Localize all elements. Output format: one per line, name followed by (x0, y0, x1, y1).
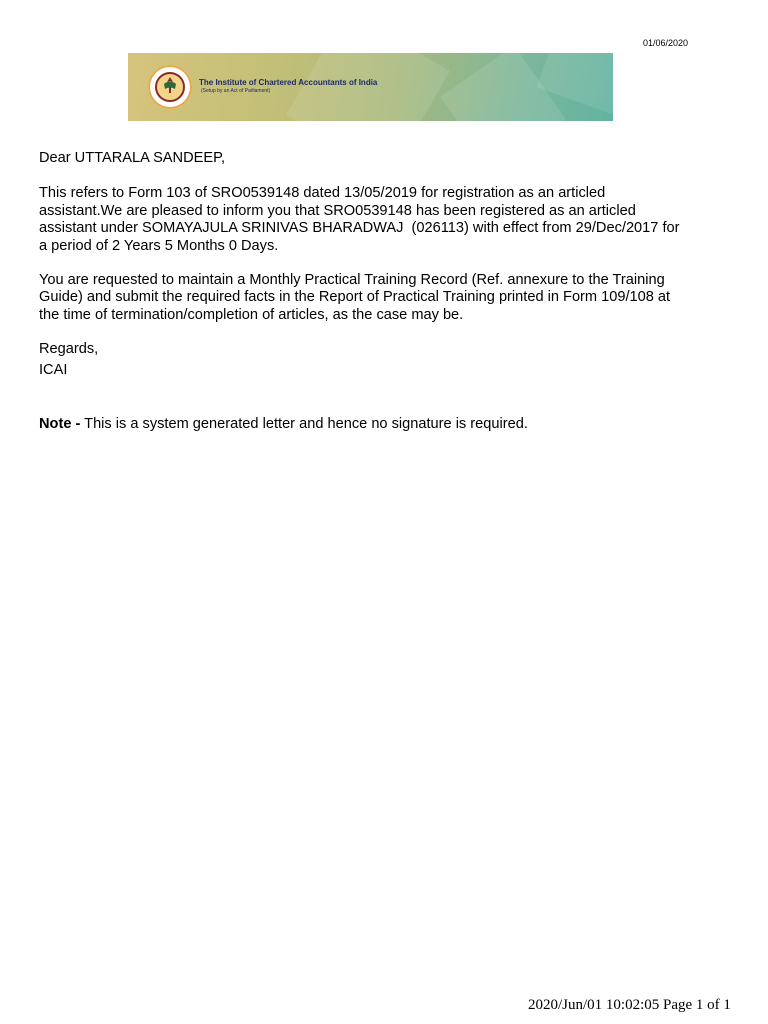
letter-date: 01/06/2020 (643, 38, 689, 48)
paragraph-line: You are requested to maintain a Monthly Practical Training Record (Ref. annexure to the Training (39, 272, 665, 289)
paragraph-training-record (39, 272, 739, 324)
system-note (39, 416, 739, 433)
paragraph-line: assistant.We are pleased to inform you that SRO0539148 has been registered as an articled (39, 202, 636, 219)
banner-subtitle: (Setup by an Act of Parliament) (201, 88, 271, 94)
banner-title: The Institute of Chartered Accountants of India (199, 78, 378, 87)
paragraph-line: Guide) and submit the required facts in the Report of Practical Training printed in Form 109/108 at (39, 289, 671, 306)
closing: Regards, (39, 341, 99, 358)
paragraph-line: This refers to Form 103 of SRO0539148 dated 13/05/2019 for registration as an articled (39, 185, 606, 202)
note-text: This is a system generated letter and hence no signature is required. (80, 416, 528, 433)
note-label: Note - (39, 416, 81, 433)
signatory: ICAI (39, 361, 68, 378)
page-stamp: 2020/Jun/01 10:02:05 Page 1 of 1 (528, 997, 731, 1013)
paragraph-line: a period of 2 Years 5 Months 0 Days. (39, 237, 279, 254)
paragraph-registration (39, 185, 739, 255)
paragraph-line: the time of termination/completion of articles, as the case may be. (39, 306, 464, 323)
icai-seal-icon (148, 65, 192, 109)
paragraph-line: assistant under SOMAYAJULA SRINIVAS BHARADWAJ (026113) with effect from 29/Dec/2017 for (39, 220, 680, 237)
letter-body (39, 150, 739, 433)
greeting: Dear UTTARALA SANDEEP, (39, 150, 225, 166)
icai-banner (128, 53, 613, 121)
